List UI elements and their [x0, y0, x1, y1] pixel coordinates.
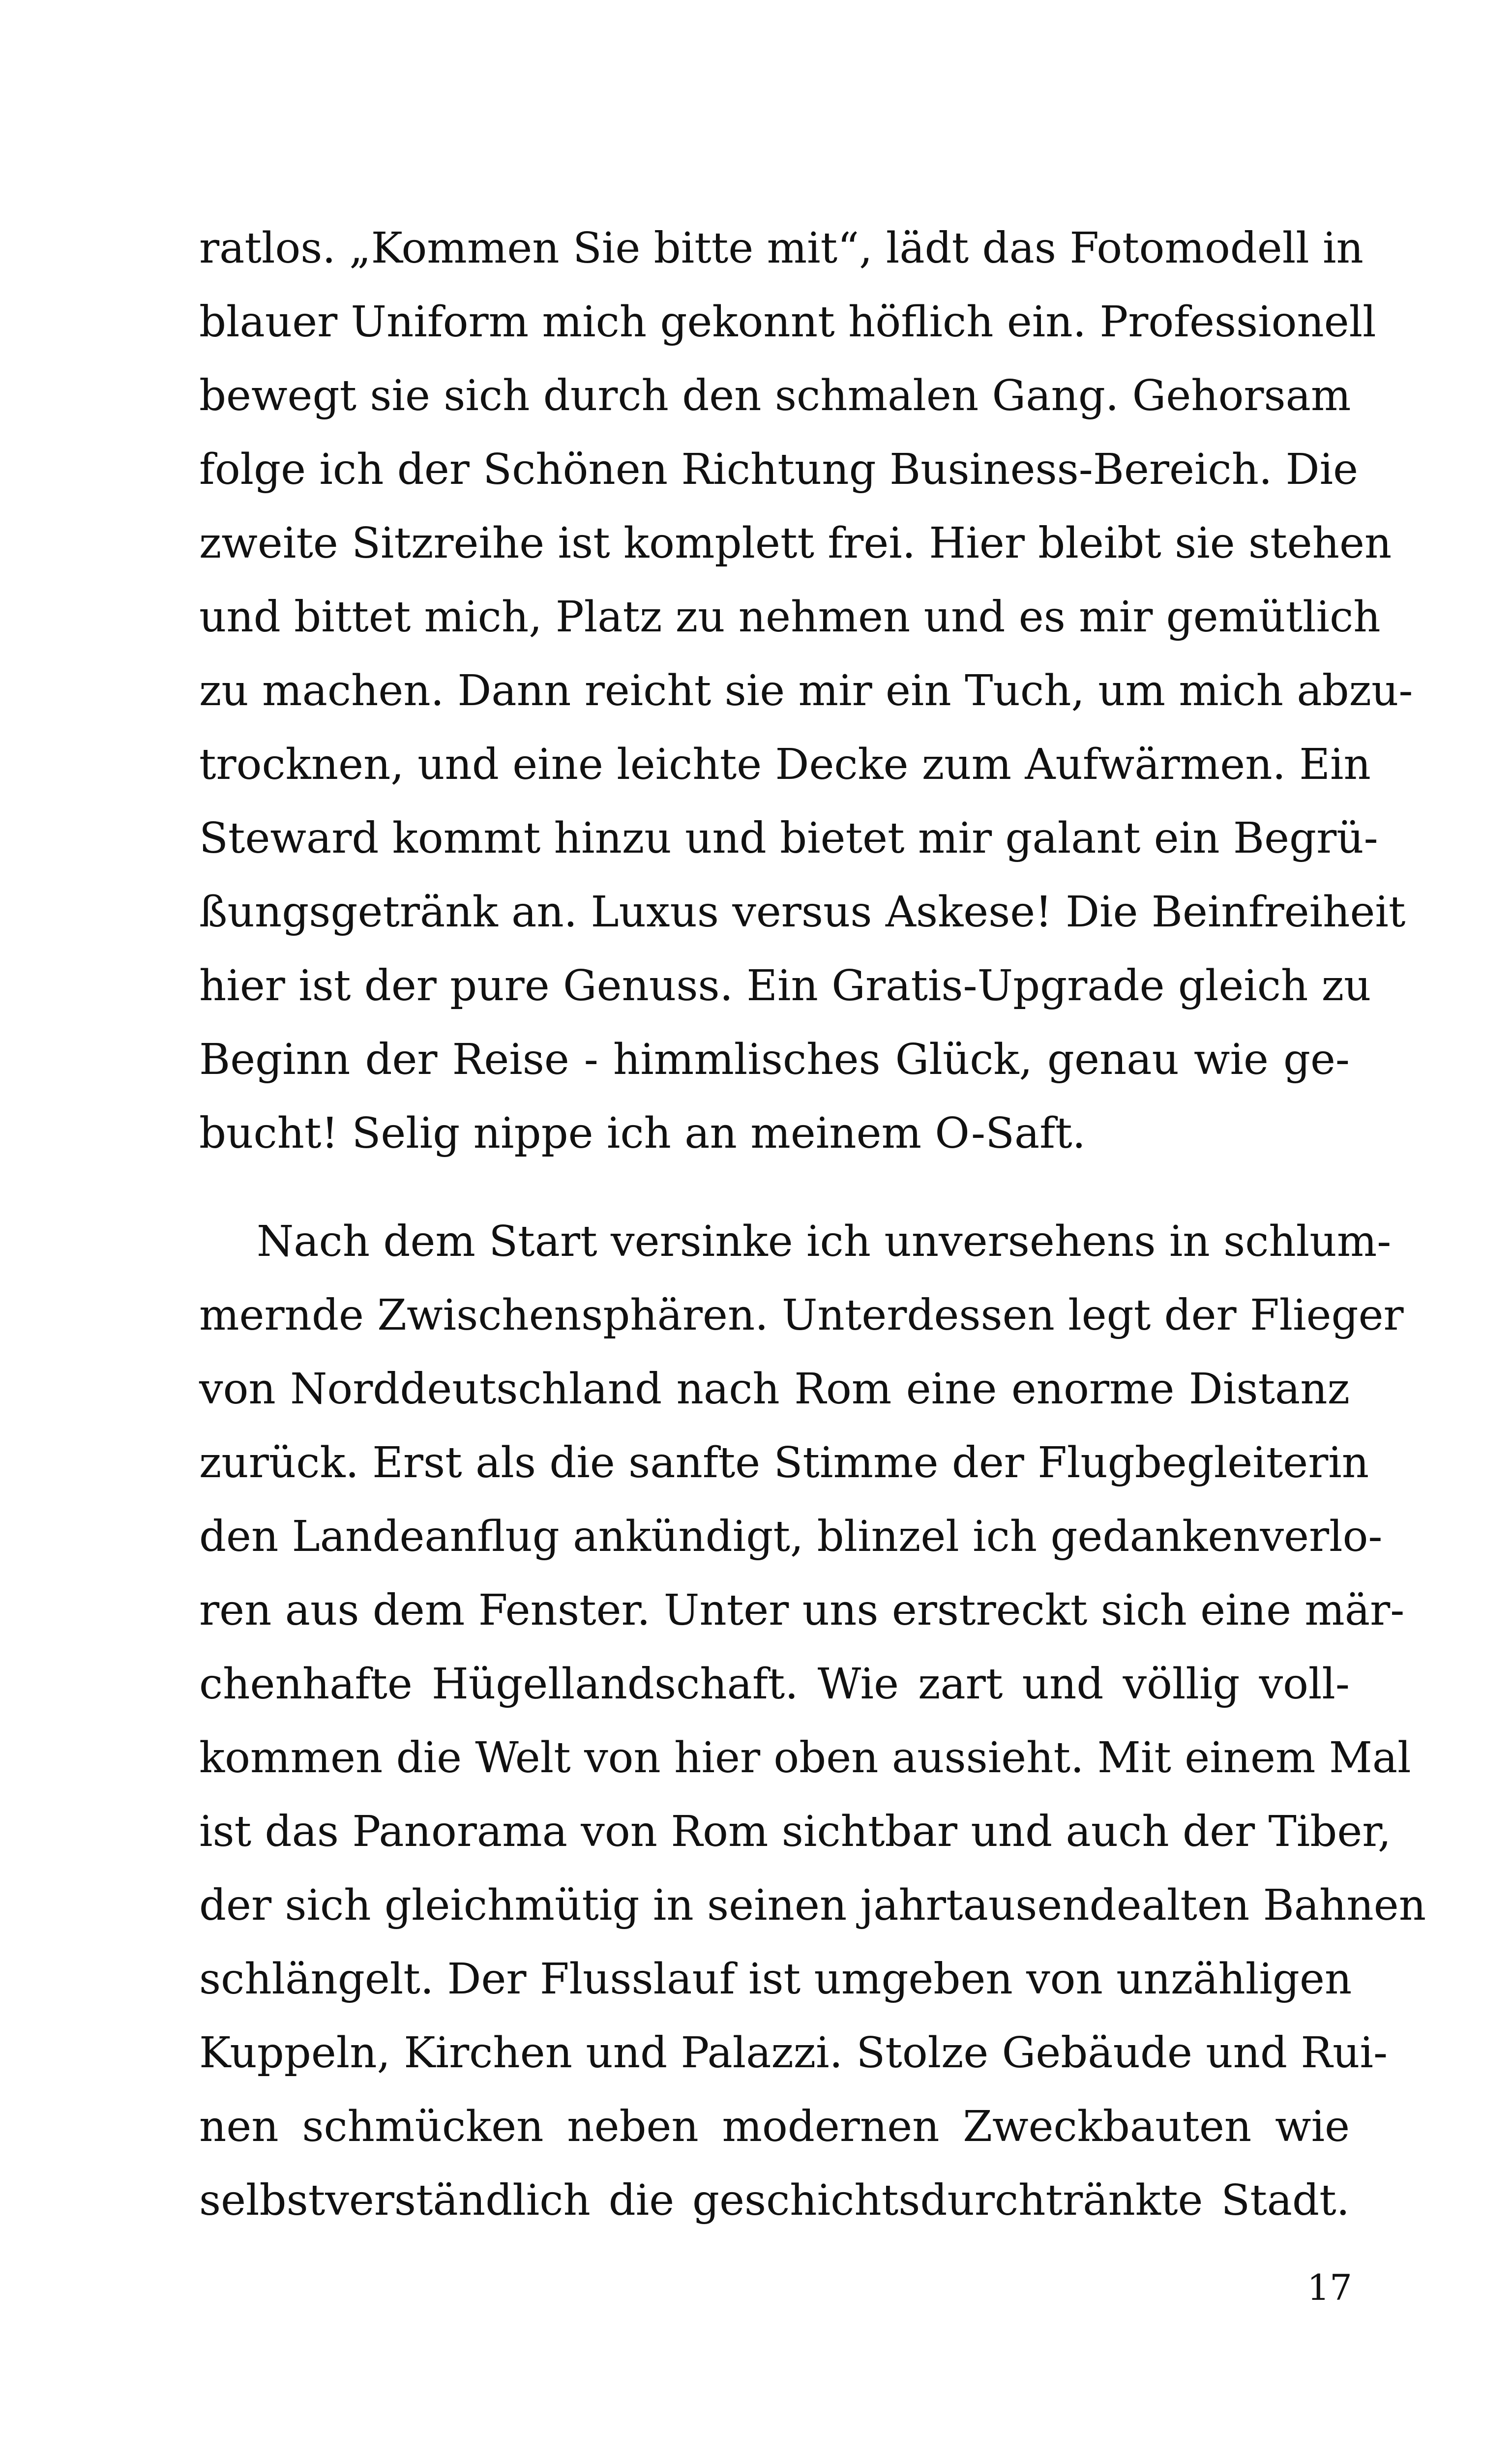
page-number: 17 — [1307, 2267, 1352, 2308]
text-line: schlängelt. Der Flusslauf ist umgeben von unzähligen — [199, 1955, 1352, 2004]
text-line: den Landeanflug ankündigt, blinzel ich gedankenverlo- — [199, 1512, 1383, 1561]
text-line: ratlos. „Kommen Sie bitte mit“, lädt das Fotomodell in — [199, 224, 1364, 273]
text-line: mernde Zwischensphären. Unterdessen legt der Flieger — [199, 1291, 1404, 1340]
text-line: zweite Sitzreihe ist komplett frei. Hier bleibt sie stehen — [199, 519, 1392, 568]
text-line: Kuppeln, Kirchen und Palazzi. Stolze Gebäude und Rui- — [199, 2028, 1388, 2078]
text-line: hier ist der pure Genuss. Ein Gratis-Upgrade gleich zu — [199, 961, 1371, 1011]
text-line: ren aus dem Fenster. Unter uns erstreckt sich eine mär- — [199, 1586, 1405, 1635]
body-text — [199, 211, 1426, 2237]
text-line: Nach dem Start versinke ich unversehens in schlum- — [257, 1217, 1392, 1266]
text-line: trocknen, und eine leichte Decke zum Aufwärmen. Ein — [199, 740, 1371, 789]
text-line: der sich gleichmütig in seinen jahrtausendealten Bahnen — [199, 1881, 1426, 1930]
text-line: kommen die Welt von hier oben aussieht. Mit einem Mal — [199, 1733, 1411, 1783]
text-line: chenhafte Hügellandschaft. Wie zart und völlig voll- — [199, 1660, 1350, 1709]
paragraph-1 — [199, 211, 1413, 1170]
text-line: und bittet mich, Platz zu nehmen und es mir gemütlich — [199, 593, 1381, 642]
text-line: selbstverständlich die geschichtsdurchtränkte Stadt. — [199, 2176, 1350, 2225]
text-line: zurück. Erst als die sanfte Stimme der Flugbegleiterin — [199, 1438, 1369, 1487]
paragraph-2 — [199, 1205, 1426, 2237]
text-line: bewegt sie sich durch den schmalen Gang. Gehorsam — [199, 371, 1351, 420]
text-line: von Norddeutschland nach Rom eine enorme Distanz — [199, 1365, 1350, 1414]
text-line: folge ich der Schönen Richtung Business-Bereich. Die — [199, 445, 1358, 494]
text-line: bucht! Selig nippe ich an meinem O-Saft. — [199, 1109, 1086, 1158]
text-line: ßungsgetränk an. Luxus versus Askese! Die Beinfreiheit — [199, 888, 1406, 937]
paragraph-spacer — [199, 1170, 1350, 1205]
text-line: ist das Panorama von Rom sichtbar und auch der Tiber, — [199, 1807, 1392, 1856]
text-line: Beginn der Reise - himmlisches Glück, genau wie ge- — [199, 1035, 1350, 1084]
text-line: nen schmücken neben modernen Zweckbauten wie — [199, 2102, 1350, 2151]
text-line: Steward kommt hinzu und bietet mir galant ein Begrü- — [199, 814, 1378, 863]
text-line: zu machen. Dann reicht sie mir ein Tuch, um mich abzu- — [199, 666, 1413, 715]
text-line: blauer Uniform mich gekonnt höflich ein. Professionell — [199, 297, 1376, 347]
